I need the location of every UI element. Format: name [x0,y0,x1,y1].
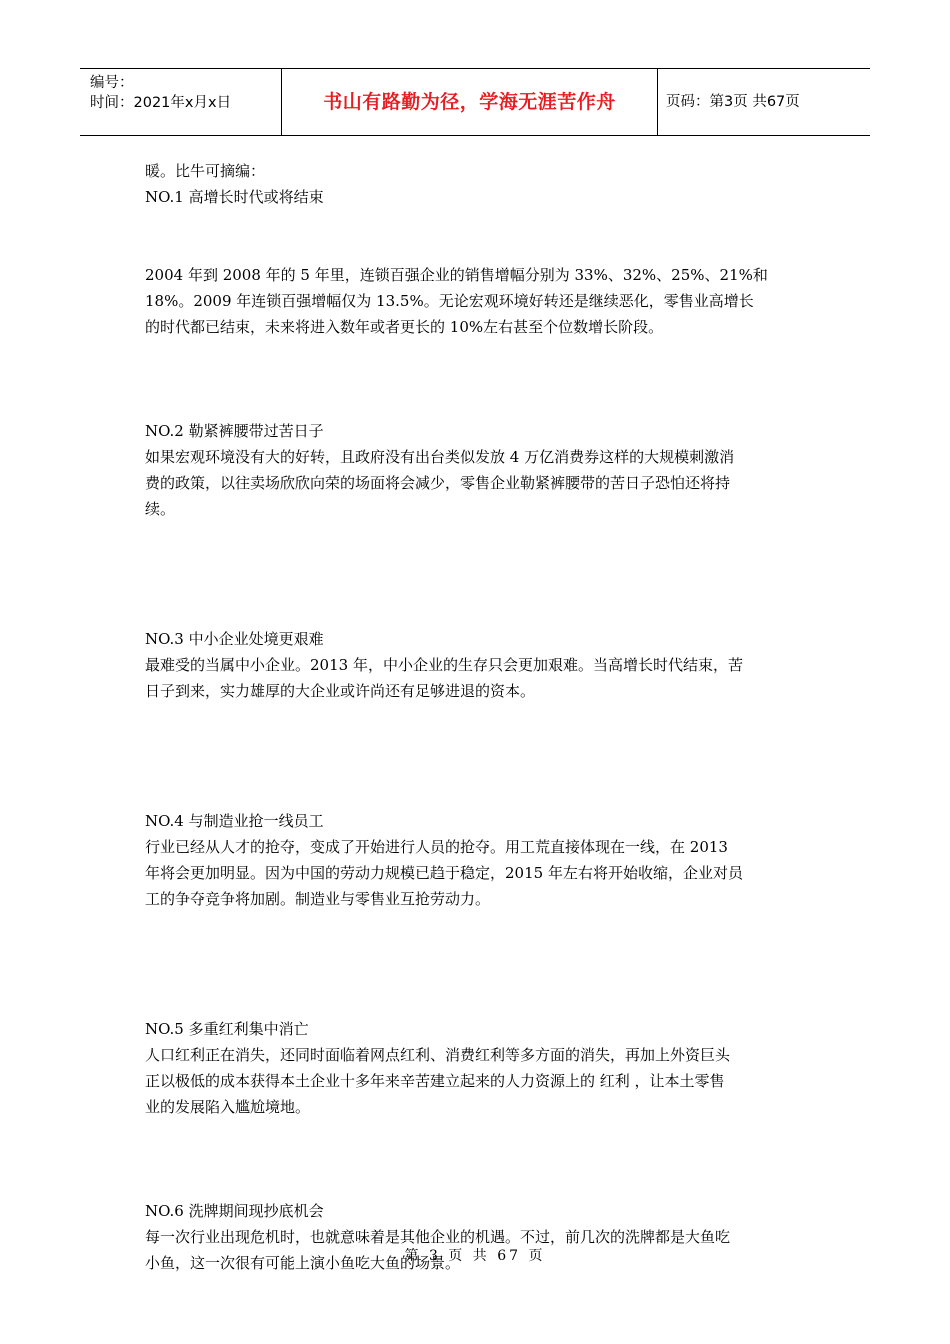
paragraph-line: 人口红利正在消失，还同时面临着网点红利、消费红利等多方面的消失，再加上外资巨头 [145,1046,731,1064]
paragraph-line: 业的发展陷入尴尬境地。 [145,1098,311,1116]
paragraph-line: 年将会更加明显。因为中国的劳动力规模已趋于稳定，2015 年左右将开始收缩，企业对员 [145,864,743,882]
paragraph-line: 2004 年到 2008 年的 5 年里，连锁百强企业的销售增幅分别为 33%、32%、25%、21%和 [145,266,768,284]
paragraph-line: 如果宏观环境没有大的好转，且政府没有出台类似发放 4 万亿消费券这样的大规模刺激消 [145,448,735,466]
paragraph-line: 工的争夺竞争将加剧。制造业与零售业互抢劳动力。 [145,890,491,908]
section-5 [145,1016,810,1120]
paragraph-line: 最难受的当属中小企业。2013 年，中小企业的生存只会更加艰难。当高增长时代结束，苦 [145,656,743,674]
paragraph-line: 费的政策，以往卖场欣欣向荣的场面将会减少，零售企业勒紧裤腰带的苦日子恐怕还将持 [145,474,731,492]
section-heading-3: NO.3 中小企业处境更艰难 [145,630,324,648]
paragraph-line: 正以极低的成本获得本土企业十多年来辛苦建立起来的人力资源上的 红利 ，让本土零售 [145,1072,725,1090]
paragraph-line: 18%。2009 年连锁百强增幅仅为 13.5%。无论宏观环境好转还是继续恶化，零售业高增长 [145,292,754,310]
page-header [80,68,870,136]
paragraph-line: 每一次行业出现危机时，也就意味着是其他企业的机遇。不过，前几次的洗牌都是大鱼吃 [145,1228,731,1246]
paragraph-line: 日子到来，实力雄厚的大企业或许尚还有足够进退的资本。 [145,682,536,700]
paragraph-line: 续。 [145,500,176,518]
header-page-code: 页码：第3页 共67页 [666,94,800,110]
time-label: 时间：2021年x月x日 [90,95,232,111]
section-heading-6: NO.6 洗牌期间现抄底机会 [145,1202,324,1220]
spacer [145,340,810,418]
section-4 [145,808,810,912]
spacer [145,210,810,262]
spacer [145,522,810,626]
document-body [145,158,810,1276]
paragraph-line: 小鱼，这一次很有可能上演小鱼吃大鱼的场景。 [145,1254,461,1272]
section-heading-1: NO.1 高增长时代或将结束 [145,188,324,206]
section-heading-2: NO.2 勒紧裤腰带过苦日子 [145,422,324,440]
intro-line: 暖。比牛可摘编： [145,162,266,180]
page-footer: 第 3 页 共 67 页 [404,1248,546,1264]
section-2 [145,418,810,522]
paragraph-line: 的时代都已结束，未来将进入数年或者更长的 10%左右甚至个位数增长阶段。 [145,318,664,336]
spacer [145,704,810,808]
number-label: 编号： [90,75,134,91]
header-meta [80,69,282,135]
section-1-body [145,262,810,340]
spacer [145,912,810,1016]
section-heading-4: NO.4 与制造业抢一线员工 [145,812,324,830]
section-3 [145,626,810,704]
section-heading-5: NO.5 多重红利集中消亡 [145,1020,309,1038]
spacer [145,1120,810,1198]
paragraph-line: 行业已经从人才的抢夺，变成了开始进行人员的抢夺。用工荒直接体现在一线，在 2013 [145,838,728,856]
header-motto: 书山有路勤为径，学海无涯苦作舟 [282,69,658,135]
